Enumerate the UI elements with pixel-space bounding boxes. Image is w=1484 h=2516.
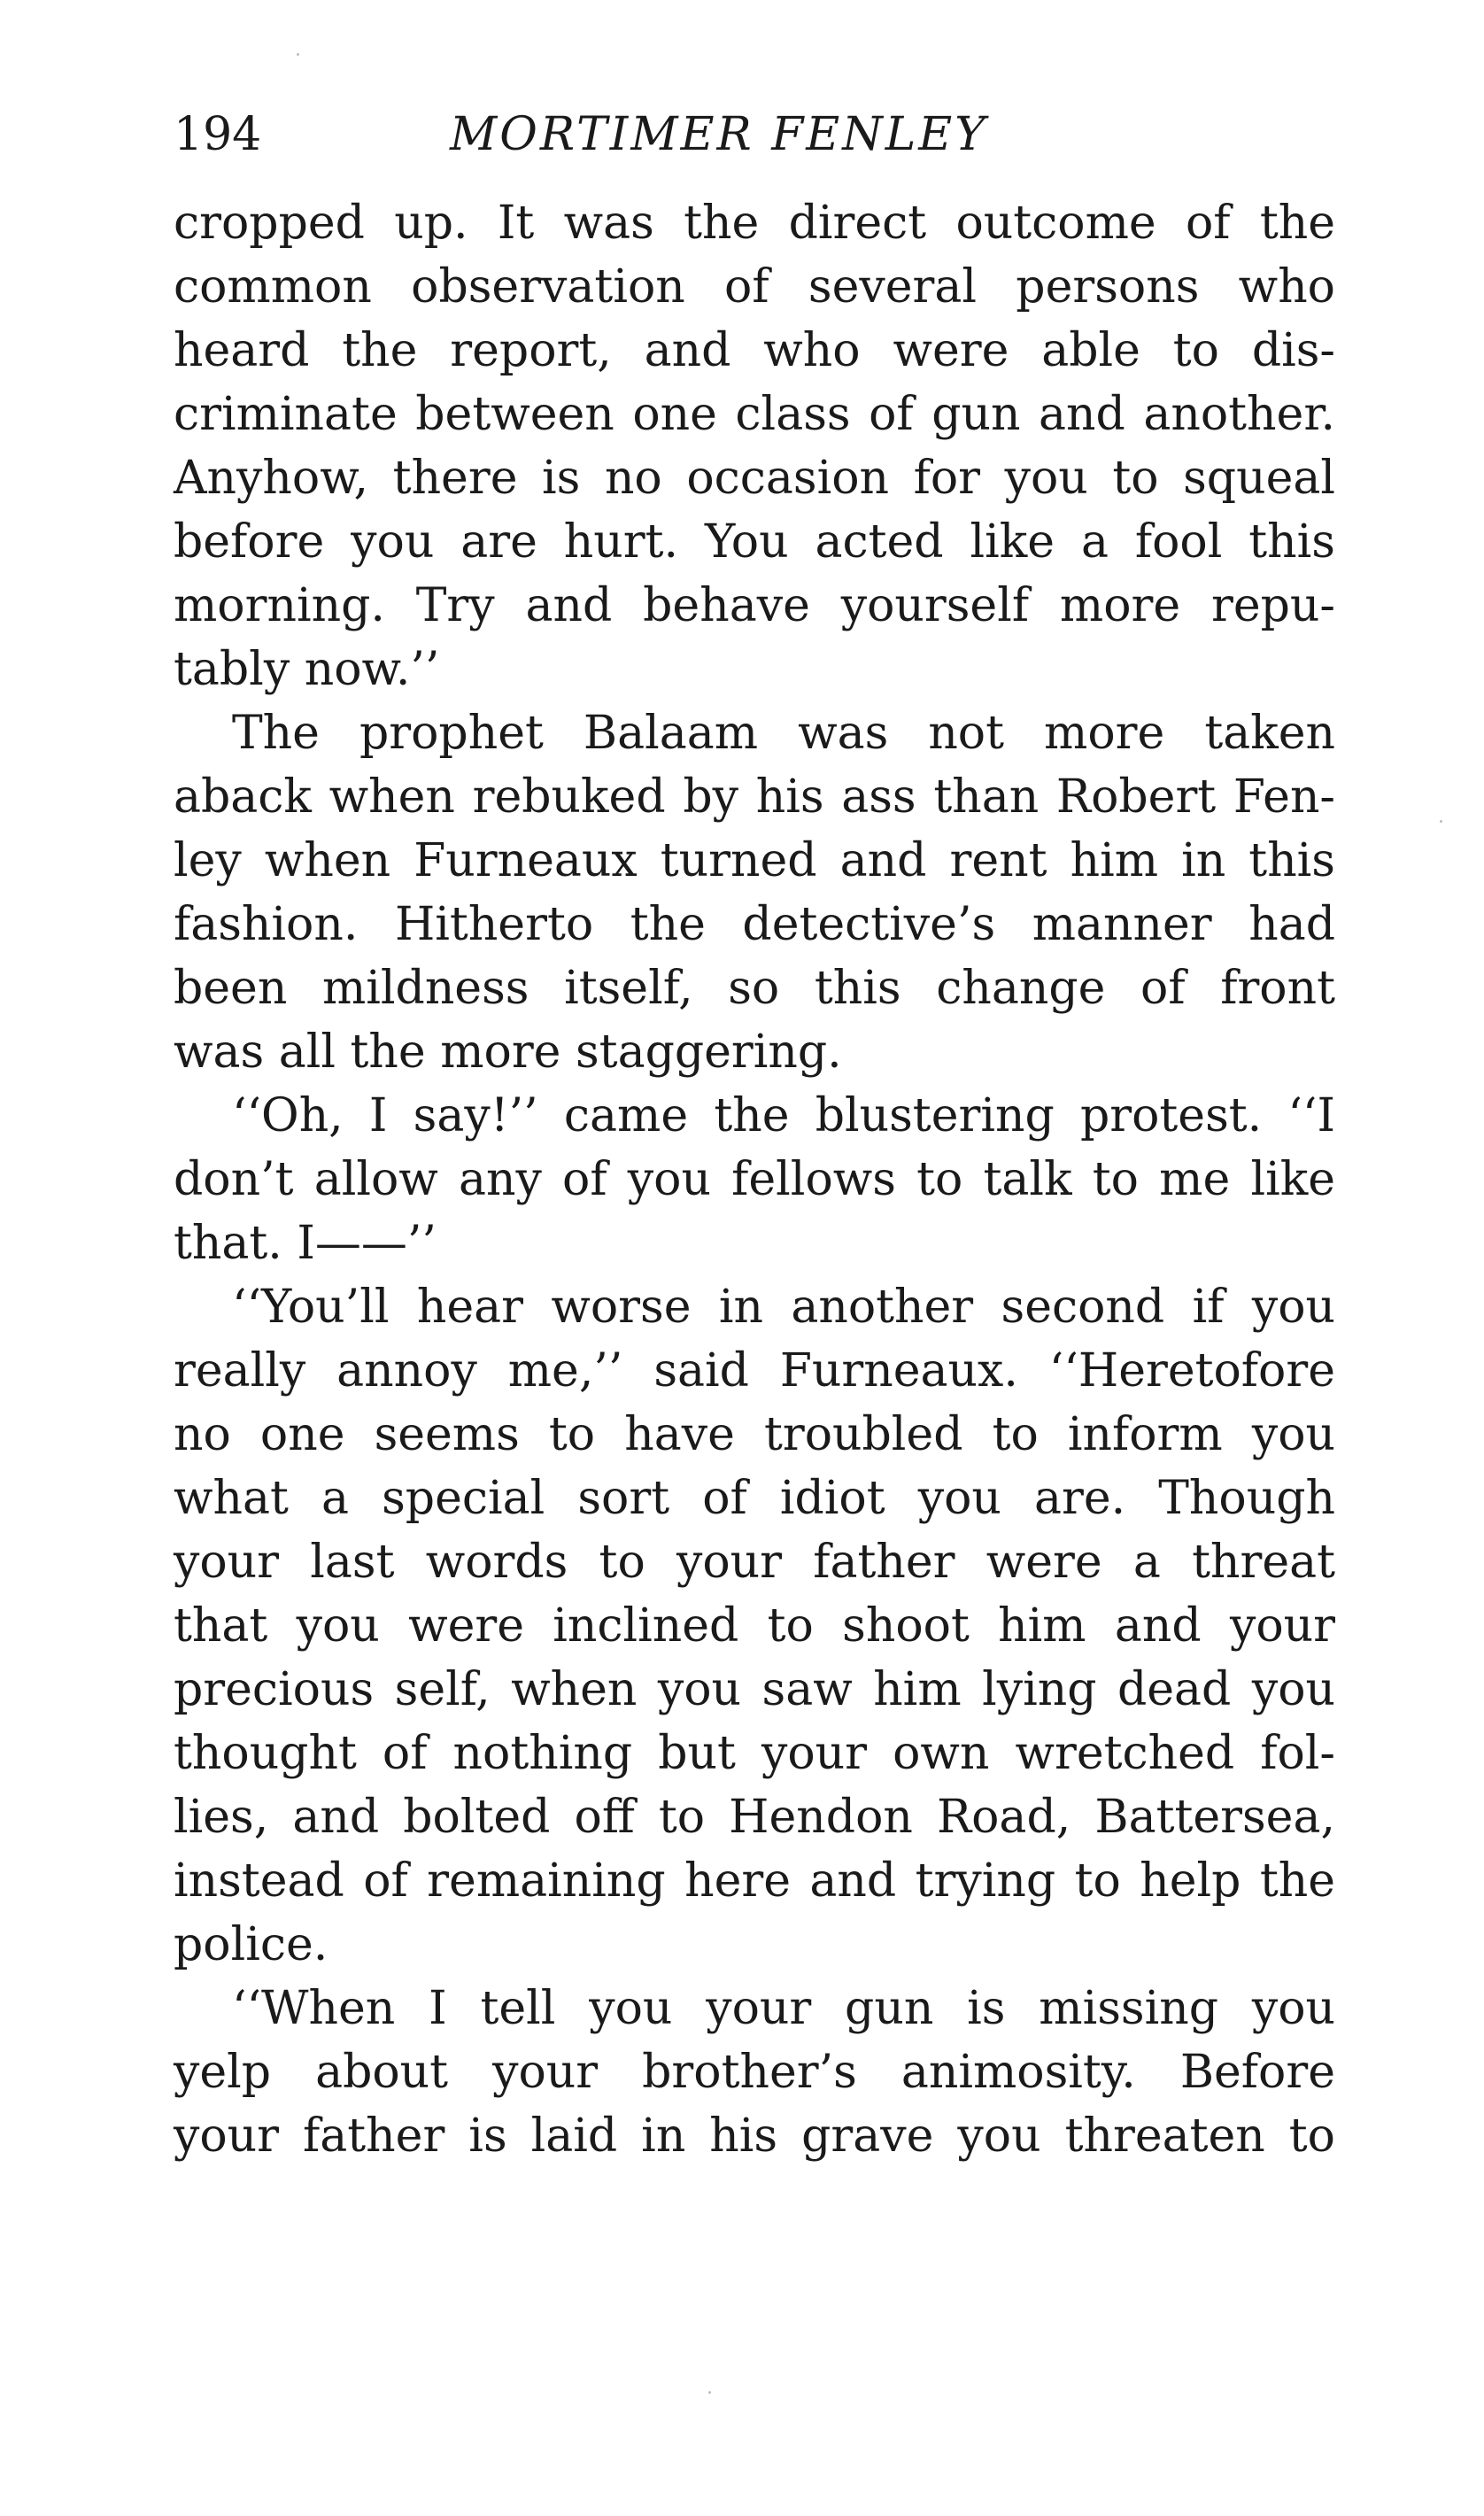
text-line: Anyhow, there is no occasion for you to squeal bbox=[174, 452, 1335, 505]
text-line: been mildness itself, so this change of front bbox=[174, 962, 1335, 1015]
body-text bbox=[174, 191, 1335, 2168]
text-line: criminate between one class of gun and another. bbox=[174, 388, 1335, 441]
text-line: don’t allow any of you fellows to talk to me like bbox=[174, 1153, 1335, 1206]
text-line: cropped up. It was the direct outcome of the bbox=[174, 197, 1335, 250]
text-line: instead of remaining here and trying to help the bbox=[174, 1854, 1335, 1908]
text-line: ‘‘When I tell you your gun is missing you bbox=[232, 1982, 1335, 2035]
text-line: precious self, when you saw him lying dead you bbox=[174, 1663, 1335, 1716]
text-line: aback when rebuked by his ass than Robert Fen- bbox=[174, 770, 1335, 824]
text-line: that you were inclined to shoot him and your bbox=[174, 1599, 1335, 1653]
text-line: morning. Try and behave yourself more repu- bbox=[174, 579, 1335, 632]
text-line: The prophet Balaam was not more taken bbox=[232, 707, 1335, 760]
text-line: no one seems to have troubled to inform you bbox=[174, 1408, 1335, 1461]
text-line: yelp about your brother’s animosity. Before bbox=[174, 2046, 1335, 2099]
text-line: ley when Furneaux turned and rent him in this bbox=[174, 834, 1335, 887]
text-line: common observation of several persons who bbox=[174, 260, 1335, 314]
text-line: ‘‘Oh, I say!’’ came the blustering protest. ‘‘I bbox=[232, 1089, 1335, 1142]
text-line: tably now.’’ bbox=[174, 643, 440, 696]
text-line: was all the more staggering. bbox=[174, 1026, 842, 1079]
text-line: police. bbox=[174, 1918, 328, 1971]
text-line: fashion. Hitherto the detective’s manner had bbox=[174, 898, 1335, 951]
running-title: MORTIMER FENLEY bbox=[450, 108, 988, 161]
paper-speck bbox=[297, 53, 299, 56]
text-line: your last words to your father were a threat bbox=[174, 1536, 1335, 1589]
paper-speck bbox=[708, 2391, 711, 2394]
text-line: what a special sort of idiot you are. Though bbox=[174, 1472, 1335, 1525]
text-line: thought of nothing but your own wretched fol- bbox=[174, 1727, 1335, 1780]
text-line: ‘‘You’ll hear worse in another second if you bbox=[232, 1281, 1335, 1334]
page-number: 194 bbox=[174, 108, 262, 161]
page-header bbox=[174, 105, 1335, 165]
text-line: before you are hurt. You acted like a fool this bbox=[174, 515, 1335, 569]
text-line: your father is laid in his grave you threaten to bbox=[174, 2110, 1335, 2163]
text-line: heard the report, and who were able to dis- bbox=[174, 324, 1335, 377]
text-line: lies, and bolted off to Hendon Road, Battersea, bbox=[174, 1791, 1335, 1844]
paper-speck bbox=[1440, 820, 1442, 823]
text-line: really annoy me,’’ said Furneaux. ‘‘Heretofore bbox=[174, 1344, 1335, 1397]
text-line: that. I——’’ bbox=[174, 1217, 437, 1270]
